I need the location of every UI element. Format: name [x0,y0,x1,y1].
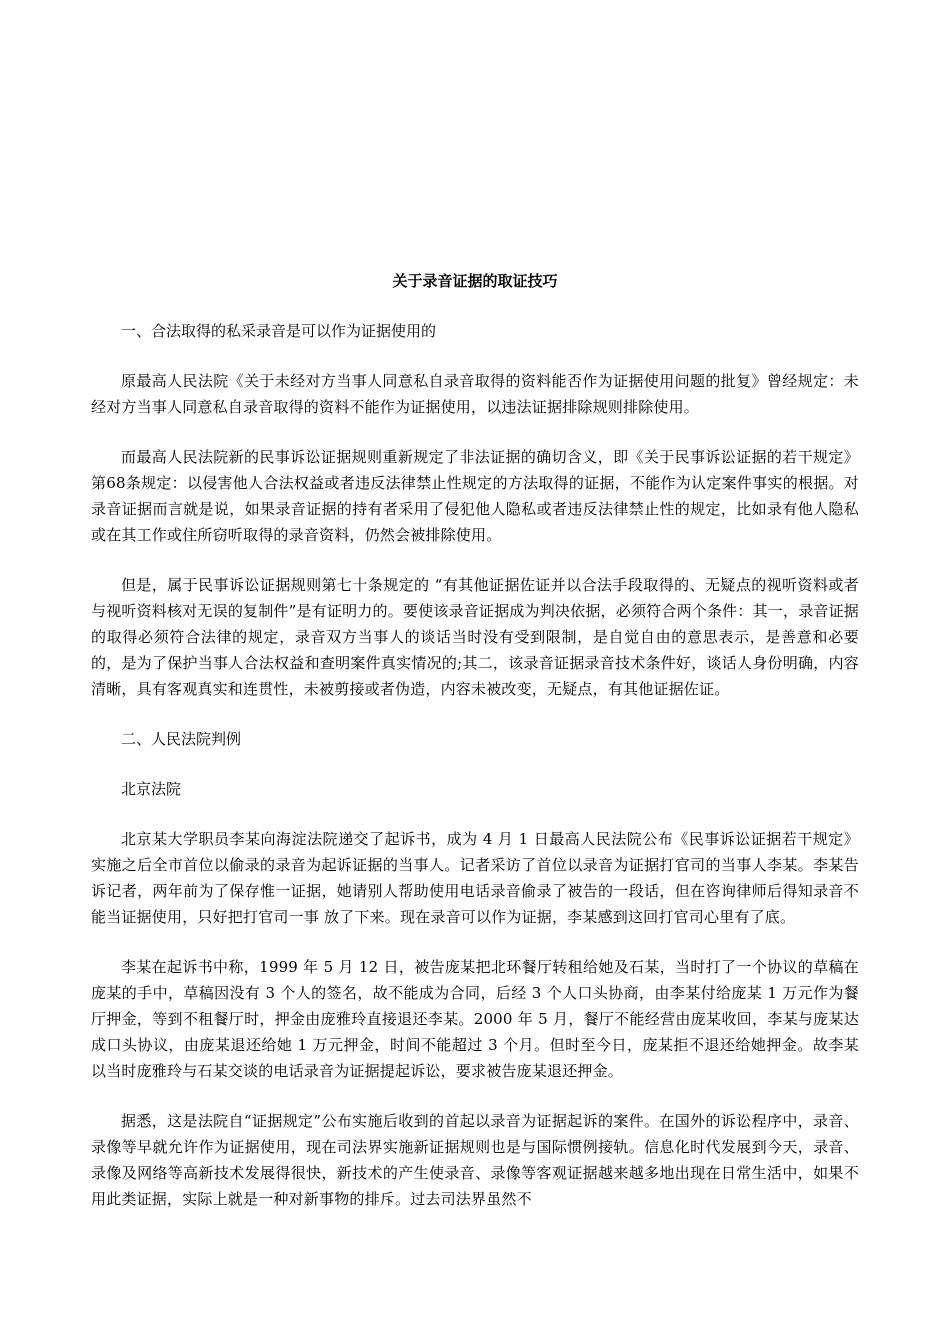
subheading-beijing-court: 北京法院 [121,780,182,798]
paragraph-5: 李某在起诉书中称，1999 年 5 月 12 日，被告庞某把北环餐厅转租给她及石某，当时打了一个协议的草稿在庞某的手中，草稿因没有 3 个人的签名，故不能成为合同，后经 3 个人口头协商，由李某付给庞某 1 万元作为餐厅押金，等到不租餐厅时，押金由庞雅玲直接退还李某。2000 年 5 月，餐厅不能经营由庞某收回，李某与庞某达成口头协议，由庞某退还给她 1 万元押金，时间不能超过 3 个月。但时至今日，庞某拒不退还给她押金。故李某以当时庞雅玲与石某交谈的电话录音为证据提起诉讼，要求被告庞某退还押金。 [91,958,859,1080]
section-heading-2: 二、人民法院判例 [121,730,242,748]
document-title: 关于录音证据的取证技巧 [392,272,558,290]
section-heading-1: 一、合法取得的私采录音是可以作为证据使用的 [121,322,437,340]
paragraph-3: 但是，属于民事诉讼证据规则第七十条规定的 “有其他证据佐证并以合法手段取得的、无疑点的视听资料或者与视听资料核对无误的复制件”是有证明力的。要使该录音证据成为判决依据，必须符合两个条件：其一，录音证据的取得必须符合法律的规定，录音双方当事人的谈话当时没有受到限制，是自觉自由的意思表示，是善意和必要的，是为了保护当事人合法权益和查明案件真实情况的;其二，该录音证据录音技术条件好，谈话人身份明确，内容清晰，具有客观真实和连贯性，未被剪接或者伪造，内容未被改变，无疑点，有其他证据佐证。 [91,576,859,698]
document-body [91,268,859,1236]
paragraph-4: 北京某大学职员李某向海淀法院递交了起诉书，成为 4 月 1 日最高人民法院公布《民事诉讼证据若干规定》实施之后全市首位以偷录的录音为起诉证据的当事人。记者采访了首位以录音为证据打官司的当事人李某。李某告诉记者，两年前为了保存惟一证据，她请别人帮助使用电话录音偷录了被告的一段话，但在咨询律师后得知录音不能当证据使用，只好把打官司一事 放了下来。现在录音可以作为证据，李某感到这回打官司心里有了底。 [91,830,859,926]
paragraph-1: 原最高人民法院《关于未经对方当事人同意私自录音取得的资料能否作为证据使用问题的批复》曾经规定：未经对方当事人同意私自录音取得的资料不能作为证据使用，以违法证据排除规则排除使用。 [91,372,859,416]
paragraph-2: 而最高人民法院新的民事诉讼证据规则重新规定了非法证据的确切含义，即《关于民事诉讼证据的若干规定》第68条规定：以侵害他人合法权益或者违反法律禁止性规定的方法取得的证据，不能作为认定案件事实的根据。对录音证据而言就是说，如果录音证据的持有者采用了侵犯他人隐私或者违反法律禁止性的规定，比如录有他人隐私或在其工作或住所窃听取得的录音资料，仍然会被排除使用。 [91,448,859,544]
paragraph-6: 据悉，这是法院自“证据规定”公布实施后收到的首起以录音为证据起诉的案件。在国外的诉讼程序中，录音、录像等早就允许作为证据使用，现在司法界实施新证据规则也是与国际惯例接轨。信息化时代发展到今天，录音、录像及网络等高新技术发展得很快，新技术的产生使录音、录像等客观证据越来越多地出现在日常生活中，如果不用此类证据，实际上就是一种对新事物的排斥。过去司法界虽然不 [91,1112,859,1208]
